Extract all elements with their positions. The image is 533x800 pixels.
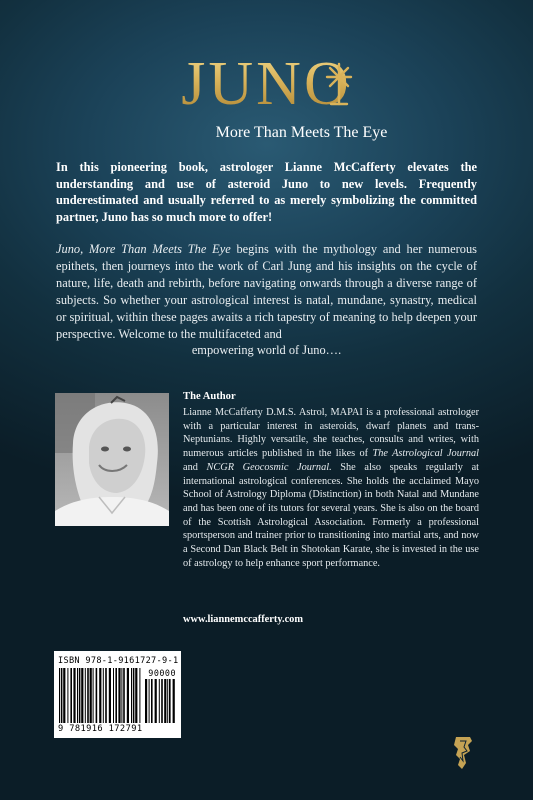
isbn-label: ISBN 978-1-9161727-9-1 [58, 656, 179, 666]
barcode-bar [96, 668, 98, 723]
barcode-bar [103, 668, 104, 723]
barcode-bar [87, 668, 89, 723]
barcode-bar [113, 668, 114, 723]
author-portrait-icon [55, 393, 169, 526]
barcode-bar [115, 668, 117, 723]
barcode-bar [139, 668, 140, 723]
barcode-bar [79, 668, 81, 723]
journal-name-2: NCGR Geocosmic Journal. [206, 461, 332, 473]
barcode-bar [164, 679, 166, 723]
barcode-bar [161, 679, 163, 723]
author-heading: The Author [183, 391, 236, 402]
book-title-italic: Juno, More Than Meets The Eye [56, 242, 231, 256]
barcode-digits: 9 781916 172791 [58, 724, 143, 734]
barcode-bar [131, 668, 132, 723]
author-photo [55, 393, 169, 526]
barcode-bar [127, 668, 129, 723]
title-row [181, 48, 351, 120]
barcode-bar [145, 679, 147, 723]
juno-symbol-icon [320, 60, 358, 112]
barcode-bar [135, 668, 137, 723]
author-website[interactable]: www.liannemccafferty.com [183, 614, 304, 625]
barcode-bars [58, 668, 142, 723]
author-bio-part1: Lianne McCafferty D.M.S. Astrol, MAPAI is a professional astrologer with a particular interest in asteroids, dwarf planets and trans-Neptunians. Highly versatile, she teaches, consults and writes, with numerous articles published in the likes of [183, 407, 479, 460]
description-last-line: empowering world of Juno…. [191, 343, 342, 358]
barcode-bar [59, 668, 60, 723]
barcode-bar [67, 668, 68, 723]
price-barcode-bars [144, 679, 177, 723]
barcode-bar [118, 668, 120, 723]
price-code: 90000 [148, 668, 176, 678]
description-text: begins with the mythology and her numerous epithets, then journeys into the work of Carl Jung and his insights on the cycle of nature, life, death and rebirth, before navigating onwards through a diverse range of subjects. So whether your astrological interest is natal, mundane, synastry, medical or spiritual, within these pages awaits a rich tapestry of meaning to help deepen your perspective. Welcome to the multifaceted and [56, 242, 477, 341]
intro-paragraph: In this pioneering book, astrologer Lianne McCafferty elevates the understanding and use of asteroid Juno to new levels. Frequently underestimated and usually referred to as merely symbolizing the committed partner, Juno has so much more to offer! [56, 160, 477, 224]
barcode-bar [159, 679, 160, 723]
journal-name-1: The Astrological Journal [372, 448, 480, 460]
barcode-bar [169, 679, 171, 723]
barcode-bar [63, 668, 65, 723]
barcode-bar [81, 668, 83, 723]
barcode-bar [70, 668, 72, 723]
author-bio-part2: She also speaks regularly at international astrological conferences. She holds the acclaimed Mayo School of Astrology Diploma (Distinction) in both Natal and Mundane and has been one of its tutors for several years. She is also on the board of the Scottish Astrological Association. Formerly a professional sportsperson and trainer prior to transitioning into martial arts, and now a Second Dan Black Belt in Shotokan Karate, she is invested in the use of astrology to help enhance sport performance. [183, 461, 479, 569]
barcode-bar [109, 668, 111, 723]
publisher-logo-icon [452, 735, 474, 771]
book-title: JUNO [181, 50, 352, 118]
barcode-bar [151, 679, 153, 723]
barcode-bar [99, 668, 101, 723]
barcode-bar [167, 679, 168, 723]
barcode-bar [121, 668, 122, 723]
barcode-bar [133, 668, 135, 723]
barcode-bar [90, 668, 92, 723]
barcode-bar [77, 668, 78, 723]
barcode-bar [123, 668, 125, 723]
barcode-bar [149, 679, 150, 723]
barcode-bar [105, 668, 107, 723]
description-paragraph [56, 241, 477, 359]
barcode-bar [93, 668, 94, 723]
barcode-bar [85, 668, 86, 723]
author-bio-and: and [183, 461, 207, 473]
barcode-bar [173, 679, 175, 723]
book-subtitle: More Than Meets The Eye [215, 124, 388, 141]
barcode-bar [155, 679, 157, 723]
author-bio [183, 406, 479, 570]
isbn-barcode [54, 651, 181, 738]
barcode-bar [61, 668, 63, 723]
title-block [0, 48, 533, 142]
barcode-bar [73, 668, 75, 723]
